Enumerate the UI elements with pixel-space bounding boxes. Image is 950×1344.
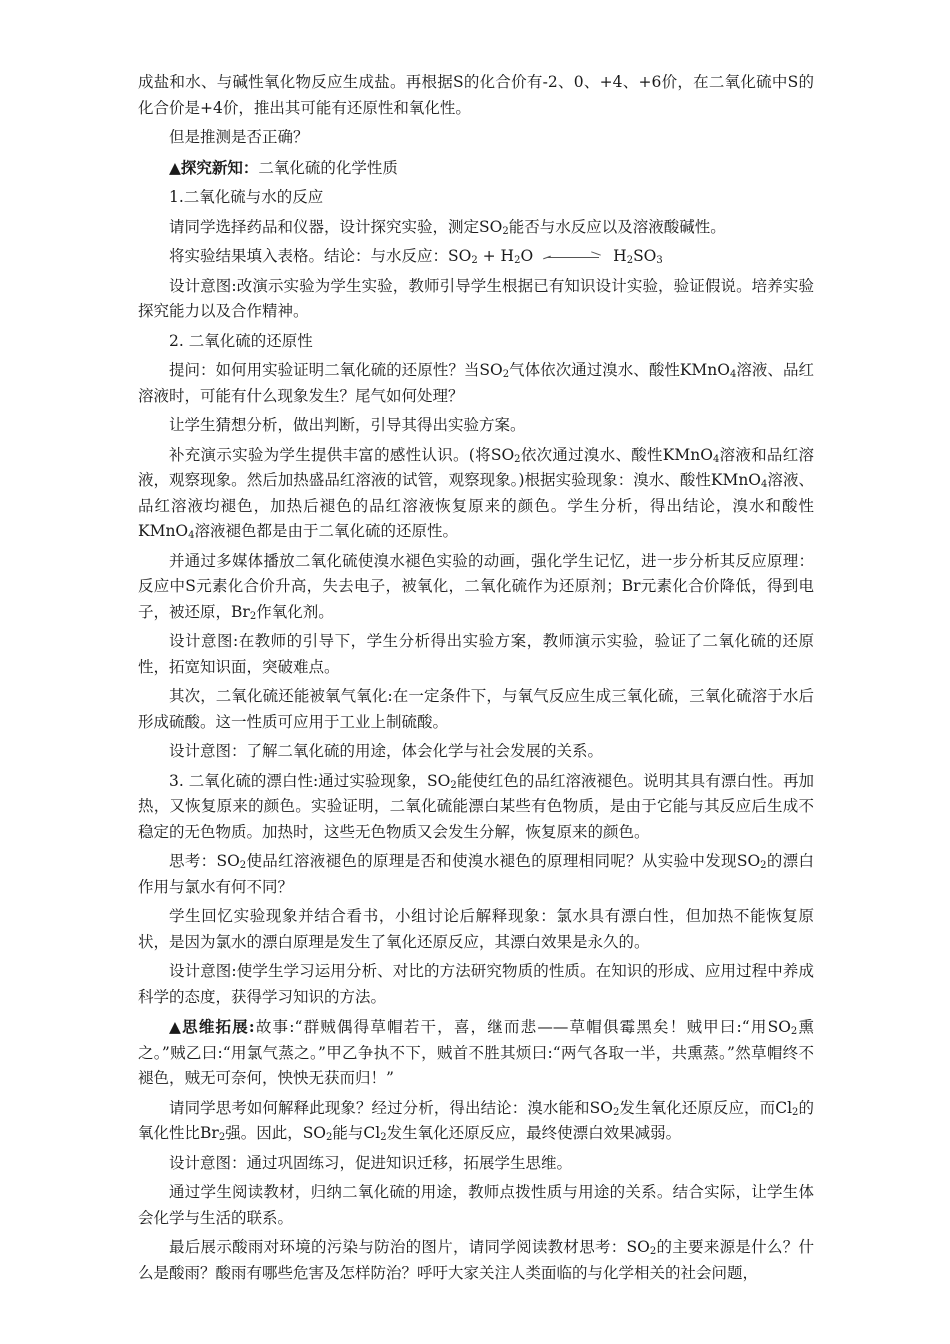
paragraph-explanation: 请同学思考如何解释此现象？经过分析，得出结论：溴水能和$SO_2$发生氧化还原反应，而$Cl_2$的氧化性比$Br_2$强。因此，$SO_2$能与$Cl_2$发生氧化还原反应，最终使漂白效果减弱。 — [138, 1098, 814, 1143]
paragraph-design-intent-5: 设计意图：通过巩固练习，促进知识迁移，拓展学生思维。 — [169, 1153, 573, 1172]
paragraph-design-intent-1: 设计意图:改演示实验为学生实验，教师引导学生根据已有知识设计实验，验证假说。培养实验探究能力以及合作精神。 — [138, 276, 814, 320]
paragraph-oxygen-oxidation: 其次，二氧化硫还能被氧气氧化:在一定条件下，与氧气反应生成三氧化硫，三氧化硫溶于水后形成硫酸。这一性质可应用于工业上制硫酸。 — [138, 687, 814, 731]
story-text: 故事:“群贼偶得草帽若干，喜，继而悲——草帽俱霉黑矣！贼甲曰:“用$SO_2$熏之。”贼乙曰:“用氯气蒸之。”甲乙争执不下，贼首不胜其烦曰:“两气各取一半，共熏蒸。”然草帽终不褪色，贼无可奈何，怏怏无获而归！” — [138, 1018, 814, 1087]
section-label-thinking: ▲思维拓展: — [169, 1017, 255, 1036]
paragraph-equation — [138, 244, 814, 270]
paragraph-acid-rain: 最后展示酸雨对环境的污染与防治的图片，请同学阅读教材思考：$SO_2$的主要来源是什么？什么是酸雨？酸雨有哪些危害及怎样防治？呼吁大家关注人类面临的与化学相关的社会问题， — [138, 1238, 814, 1282]
subheading-reducibility: 2. 二氧化硫的还原性 — [169, 331, 313, 350]
section-label-explore: ▲探究新知： — [169, 157, 259, 177]
paragraph-question-reducibility: 提问：如何用实验证明二氧化硫的还原性？当$SO_2$气体依次通过溴水、酸性KMnO$_4$溶液、品红溶液时，可能有什么现象发生？尾气如何处理？ — [138, 361, 814, 405]
section-thinking-extension — [138, 1014, 814, 1092]
paragraph-design-experiment: 请同学选择药品和仪器，设计探究实验，测定$SO_2$能否与水反应以及溶液酸碱性。 — [169, 217, 726, 237]
paragraph-bleaching: 3. 二氧化硫的漂白性:通过实验现象，$SO_2$能使红色的品红溶液褪色。说明其具有漂白性。再加热，又恢复原来的颜色。实验证明，二氧化硫能漂白某些有色物质，是由于它能与其反应后生成不稳定的无色物质。加热时，这些无色物质又会发生分解，恢复原来的颜色。 — [138, 771, 814, 841]
reversible-arrow-icon — [541, 252, 605, 262]
paragraph-student-guess: 让学生猜想分析，做出判断，引导其得出实验方案。 — [169, 416, 526, 434]
paragraph-intro: 成盐和水、与碱性氧化物反应生成盐。再根据S的化合价有-2、0、+4、+6价，在二氧化硫中S的化合价是+4价，推出其可能有还原性和氧化性。 — [138, 73, 814, 117]
paragraph-multimedia: 并通过多媒体播放二氧化硫使溴水褪色实验的动画，强化学生记忆，进一步分析其反应原理：反应中S元素化合价升高，失去电子，被氧化，二氧化硫作为还原剂；Br元素化合价降低，得到电子，被还原，$Br_2$作氧化剂。 — [138, 551, 814, 622]
equation-right: $H_2SO_3$ — [613, 247, 663, 266]
paragraph-chlorine-water: 学生回忆实验现象并结合看书，小组讨论后解释现象：氯水具有漂白性，但加热不能恢复原状，是因为氯水的漂白原理是发生了氧化还原反应，其漂白效果是永久的。 — [138, 907, 814, 951]
paragraph-design-intent-4: 设计意图:使学生学习运用分析、对比的方法研究物质的性质。在知识的形成、应用过程中养成科学的态度，获得学习知识的方法。 — [138, 962, 814, 1006]
paragraph-design-intent-2: 设计意图:在教师的引导下，学生分析得出实验方案，教师演示实验，验证了二氧化硫的还原性，拓宽知识面，突破难点。 — [138, 632, 814, 676]
paragraph-question: 但是推测是否正确？ — [169, 128, 309, 146]
section-title-explore: 二氧化硫的化学性质 — [258, 158, 398, 177]
paragraph-design-intent-3: 设计意图：了解二氧化硫的用途，体会化学与社会发展的关系。 — [169, 742, 604, 760]
paragraph-demo-experiment: 补充演示实验为学生提供丰富的感性认识。(将$SO_2$依次通过溴水、酸性KMnO$_4$溶液和品红溶液，观察现象。然后加热盛品红溶液的试管，观察现象。)根据实验现象：溴水、酸性KMnO$_4$溶液、品红溶液均褪色，加热后褪色的品红溶液恢复原来的颜色。学生分析，得出结论，溴水和酸性KMnO$_4$溶液褪色都是由于二氧化硫的还原性。 — [138, 445, 814, 541]
equation-left: 将实验结果填入表格。结论：与水反应：$SO_2 + H_2O$ — [169, 247, 534, 266]
subheading-water-reaction: 1.二氧化硫与水的反应 — [169, 188, 324, 206]
paragraph-think: 思考：$SO_2$使品红溶液褪色的原理是否和使溴水褪色的原理相同呢？从实验中发现$SO_2$的漂白作用与氯水有何不同？ — [138, 852, 814, 896]
section-heading-explore — [138, 155, 814, 182]
paragraph-uses: 通过学生阅读教材，归纳二氧化硫的用途，教师点拨性质与用途的关系。结合实际，让学生体会化学与生活的联系。 — [138, 1183, 814, 1227]
